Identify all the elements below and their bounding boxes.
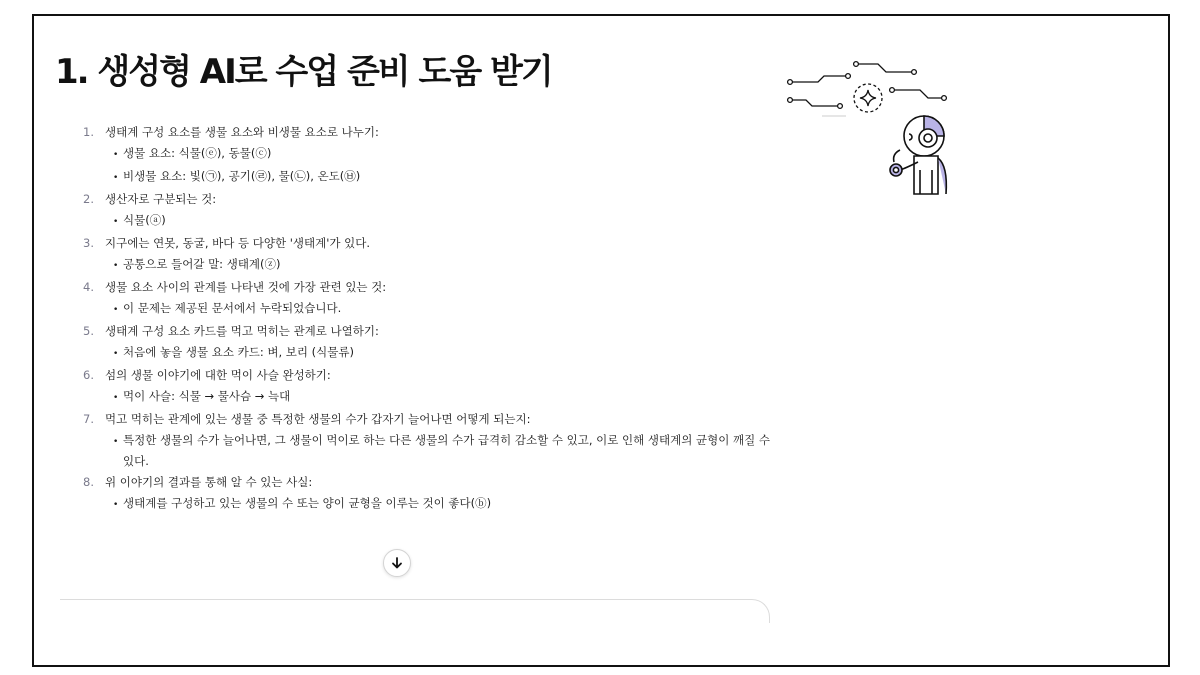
list-item xyxy=(83,277,783,298)
robot-circuit-illustration xyxy=(782,58,952,198)
answer-list xyxy=(83,122,783,516)
list-item-number: 8. xyxy=(83,475,94,489)
bullet-icon: • xyxy=(113,305,119,315)
scroll-down-button[interactable] xyxy=(383,549,411,577)
list-item xyxy=(83,321,783,342)
bullet-icon: • xyxy=(113,349,119,359)
list-item-text: 섬의 생물 이야기에 대한 먹이 사슬 완성하기: xyxy=(105,368,331,382)
bullet-icon: • xyxy=(113,437,119,447)
list-item-number: 5. xyxy=(83,324,94,338)
sub-item-text: 식물(ⓐ) xyxy=(123,213,166,227)
sub-item-text: 이 문제는 제공된 문서에서 누락되었습니다. xyxy=(123,301,342,315)
list-item-number: 6. xyxy=(83,368,94,382)
sub-item-text: 공통으로 들어갈 말: 생태계(ⓩ) xyxy=(123,257,281,271)
sub-item xyxy=(83,342,783,365)
bullet-icon: • xyxy=(113,261,119,271)
bullet-icon: • xyxy=(113,173,119,183)
list-item-number: 7. xyxy=(83,412,94,426)
list-item-text: 생태계 구성 요소 카드를 먹고 먹히는 관계로 나열하기: xyxy=(105,324,379,338)
arrow-down-icon xyxy=(391,557,403,569)
sub-item-text: 생물 요소: 식물(ⓔ), 동물(ⓒ) xyxy=(123,146,272,160)
sub-item-text: 특정한 생물의 수가 늘어나면, 그 생물이 먹이로 하는 다른 생물의 수가 급격히 감소할 수 있고, 이로 인해 생태계의 균형이 깨질 수 있다. xyxy=(123,433,770,468)
list-item-number: 3. xyxy=(83,236,94,250)
list-item xyxy=(83,233,783,254)
list-item-number: 1. xyxy=(83,125,94,139)
sub-item xyxy=(83,254,783,277)
sub-item-text: 먹이 사슬: 식물 → 물사슴 → 늑대 xyxy=(123,389,291,403)
list-item-number: 4. xyxy=(83,280,94,294)
slide-frame xyxy=(32,14,1170,667)
list-item xyxy=(83,189,783,210)
list-item-text: 생태계 구성 요소를 생물 요소와 비생물 요소로 나누기: xyxy=(105,125,379,139)
sub-item xyxy=(83,166,783,189)
list-item-text: 지구에는 연못, 동굴, 바다 등 다양한 '생태계'가 있다. xyxy=(105,236,371,250)
sub-item xyxy=(83,210,783,233)
list-item-text: 생물 요소 사이의 관계를 나타낸 것에 가장 관련 있는 것: xyxy=(105,280,387,294)
sub-item xyxy=(83,298,783,321)
bullet-icon: • xyxy=(113,217,119,227)
list-item xyxy=(83,365,783,386)
sub-item xyxy=(83,493,783,516)
list-item xyxy=(83,409,783,430)
sub-item-text: 처음에 놓을 생물 요소 카드: 벼, 보리 (식물류) xyxy=(123,345,354,359)
bullet-icon: • xyxy=(113,500,119,510)
list-item-text: 생산자로 구분되는 것: xyxy=(105,192,217,206)
list-item-text: 위 이야기의 결과를 통해 알 수 있는 사실: xyxy=(105,475,313,489)
slide-title: 1. 생성형 AI로 수업 준비 도움 받기 xyxy=(55,52,552,92)
bullet-icon: • xyxy=(113,150,119,160)
chat-input-box[interactable] xyxy=(60,599,770,623)
sub-item-text: 생태계를 구성하고 있는 생물의 수 또는 양이 균형을 이루는 것이 좋다(ⓑ) xyxy=(123,496,492,510)
list-item xyxy=(83,122,783,143)
sub-item xyxy=(83,386,783,409)
sub-item xyxy=(83,430,783,472)
list-item-number: 2. xyxy=(83,192,94,206)
sub-item xyxy=(83,143,783,166)
list-item xyxy=(83,472,783,493)
bullet-icon: • xyxy=(113,393,119,403)
sub-item-text: 비생물 요소: 빛(㉠), 공기(㉣), 물(㉡), 온도(㉥) xyxy=(123,169,361,183)
list-item-text: 먹고 먹히는 관계에 있는 생물 중 특정한 생물의 수가 갑자기 늘어나면 어떻게 되는지: xyxy=(105,412,531,426)
